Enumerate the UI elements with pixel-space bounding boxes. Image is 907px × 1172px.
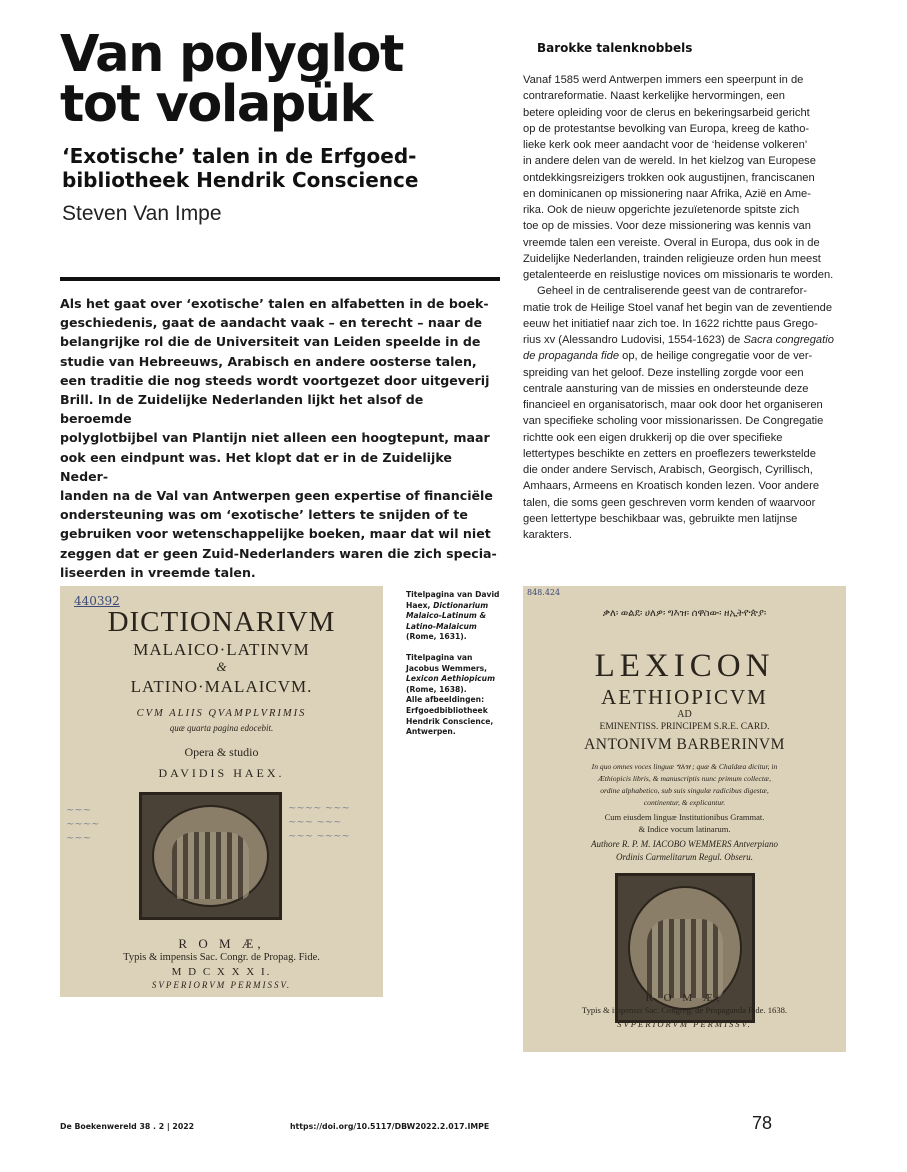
woodcut-emblem xyxy=(139,792,282,920)
section-heading: Barokke talenknobbels xyxy=(537,41,693,55)
plate-text: AD xyxy=(677,709,692,720)
plate-text: ANTONIVM BARBERINVM xyxy=(584,736,785,753)
lead-line: zeggen dat er geen Zuid-Nederlanders waren die zich specia- xyxy=(60,545,497,561)
title-line-1: Van polyglot xyxy=(60,25,403,84)
lead-line: belangrijke rol die de Universiteit van Leiden speelde in de xyxy=(60,334,481,350)
body-line: lieke kerk ook meer aandacht voor de ‘heidense volkeren’ xyxy=(523,139,808,151)
body-line: die onder andere Servisch, Arabisch, Georgisch, Cyrillisch, xyxy=(523,464,813,476)
caption-2 xyxy=(406,653,506,738)
body-line: getalenteerde en reislustige novices om missionaris te worden. xyxy=(523,269,834,281)
body-line: lettertypes beschikte en zetters en proeflezers tewerkstelde xyxy=(523,447,816,460)
lead-line: ook een eindpunt was. Het klopt dat er in de Zuidelijke Neder- xyxy=(60,449,452,484)
body-line: op de protestantse bevolking van Europa, kreeg de katho- xyxy=(523,122,810,135)
body-line: Vanaf 1585 werd Antwerpen immers een speerpunt in de xyxy=(523,74,804,86)
plate-text: LATINO·MALAICVM. xyxy=(130,677,313,696)
caption-text: (Rome, 1631). xyxy=(406,632,467,642)
plate-text: SVPERIORVM PERMISSV. xyxy=(617,1019,752,1029)
body-line: spreiding van het geloof. Deze instelling zorgde voor een xyxy=(523,366,804,379)
body-line: Zuidelijke Nederlanden, trainden religieuze orden hun meest xyxy=(523,252,821,265)
italic-title: Sacra congregatio xyxy=(743,334,834,346)
lead-line: landen na de Val van Antwerpen geen expertise of financiële xyxy=(60,488,493,504)
plate-text: M D C X X X I. xyxy=(171,966,272,978)
figure-caption xyxy=(406,590,506,738)
body-line: vreemde talen een vereiste. Overal in Europa, dus ook in de xyxy=(523,236,820,249)
body-line: rika. Ook de nieuw opgerichte jezuïetenorde spitste zich xyxy=(523,204,800,216)
shelfmark: 440392 xyxy=(74,594,120,608)
shelfmark: 848.424 xyxy=(527,588,561,597)
caption-credit: Alle afbeeldingen: Erfgoedbibliotheek Hendrik Conscience, Antwerpen. xyxy=(406,695,494,737)
plate-text: DICTIONARIVM xyxy=(107,606,336,638)
plate-text: Æthiopicis libris, & manuscriptis nunc primum collectæ, xyxy=(598,774,771,783)
article-subtitle xyxy=(62,144,502,192)
body-line: ontdekkingsreizigers trokken ook augustijnen, franciscanen xyxy=(523,171,815,184)
handwritten-note: ~~~ ~~~~ ~~~ xyxy=(66,805,100,844)
plate-text: ordine alphabetico, sub suis singulæ radicibus digestæ, xyxy=(600,786,769,795)
body-line: geen lettertype beschikbaar was, gebruikte men latijnse xyxy=(523,512,798,525)
plate-text: CVM ALIIS QVAMPLVRIMIS xyxy=(136,708,307,719)
body-line xyxy=(523,332,848,348)
lead-line: een traditie die nog steeds wordt voortgezet door uitgeverij xyxy=(60,372,490,388)
plate-text: SVPERIORVM PERMISSV. xyxy=(151,980,292,990)
plate-text: AETHIOPICVM xyxy=(601,685,768,709)
body-line: eeuw het initiatief naar zich toe. In 1622 richtte paus Grego- xyxy=(523,317,818,330)
paragraph-1 xyxy=(523,72,848,283)
body-line: en dominicanen op missionering naar Afrika, Azië en Ame- xyxy=(523,187,811,200)
plate-text: & Indice vocum latinarum. xyxy=(638,824,731,834)
plate-text: R O M Æ, xyxy=(178,936,265,951)
author-name: Steven Van Impe xyxy=(62,202,222,225)
body-line: karakters. xyxy=(523,529,572,541)
body-text: rius xv (Alessandro Ludovisi, 1554-1623) de xyxy=(523,334,744,346)
body-line: in andere delen van de wereld. In het kielzog van Europese xyxy=(523,155,816,168)
lead-line: geschiedenis, gaat de aandacht vaak – en terecht – naar de xyxy=(60,315,482,331)
body-line xyxy=(523,348,848,364)
title-line-2: tot volapük xyxy=(60,75,372,134)
body-line: Amhaars, Armeens en Kroatisch konden lezen. Voor andere xyxy=(523,480,820,493)
emblem-figures xyxy=(647,919,722,998)
plate-text: continentur, & explicantur. xyxy=(643,798,726,807)
body-line: Geheel in de centraliserende geest van de contrarefor- xyxy=(537,285,808,298)
journal-citation: De Boekenwereld 38 . 2 | 2022 xyxy=(60,1122,195,1131)
body-line: financieel en organisatorisch, maar ook door het organiseren xyxy=(523,399,823,411)
italic-title: de propaganda fide xyxy=(523,350,620,363)
handwritten-note: ~~~~ ~~~ ~~~ ~~~ ~~~ ~~~~ xyxy=(288,803,350,842)
lead-line: gebruiken voor wetenschappelijke boeken, maar dat wil niet xyxy=(60,526,491,542)
doi-link[interactable]: https://doi.org/10.5117/DBW2022.2.017.IMPE xyxy=(290,1122,490,1131)
plate-text: Authore R. P. M. IACOBO WEMMERS Antverpiano xyxy=(590,839,779,849)
plate-text: & xyxy=(216,659,227,674)
body-line: toe op de missies. Voor deze missionering was kennis van xyxy=(523,220,811,233)
body-line: betere opleiding voor de clerus en bekeringsarbeid gericht xyxy=(523,106,810,119)
plate-text: Typis & impensis Sac. Congr. de Propag. Fide. xyxy=(123,952,320,963)
lead-line: Brill. In de Zuidelijke Nederlanden lijkt het alsof de beroemde xyxy=(60,392,424,427)
plate-text: Cum eiusdem linguæ Institutionibus Grammat. xyxy=(604,812,765,822)
paragraph-2 xyxy=(523,283,848,543)
title-rule xyxy=(60,277,500,281)
body-line: richtte ook een eigen drukkerij op die over specifieke xyxy=(523,431,783,444)
plate-text: R O M Æ, xyxy=(645,992,724,1004)
plate-ethiopic-text: ቃለ፡ ወልደ፡ ሀለዎ፡ ግእዝ፡ ሰዋስው፡ ዘኢትዮጵያ፡ xyxy=(602,608,767,619)
lead-line: ondersteuning was om ‘exotische’ letters te snijden of te xyxy=(60,507,468,523)
plate-text: quæ quarta pagina edocebit. xyxy=(169,723,274,733)
lead-line: Als het gaat over ‘exotische’ talen en alfabetten in de boek- xyxy=(60,296,489,311)
caption-text: Titelpagina van David Haex, xyxy=(406,590,500,610)
title-page-image-haex xyxy=(60,586,383,997)
plate-text: MALAICO·LATINVM xyxy=(133,640,310,659)
lead-paragraph xyxy=(60,294,498,582)
plate-text: In quo omnes voces linguæ ግእዝ ; quæ & Chaldæa dicitur, in xyxy=(591,762,778,771)
body-line: contrareformatie. Naast kerkelijke hervormingen, een xyxy=(523,90,785,103)
body-column xyxy=(523,72,848,543)
subtitle-line-1: ‘Exotische’ talen in de Erfgoed- xyxy=(62,144,417,168)
body-line: matie trok de Heilige Stoel vanaf het begin van de zeventiende xyxy=(523,301,833,314)
caption-text: (Rome, 1638). xyxy=(406,684,467,694)
caption-1 xyxy=(406,590,506,643)
body-text: op, de heilige congregatie voor de ver- xyxy=(619,350,813,363)
body-line: van specifieke scholing voor missionarissen. De Congregatie xyxy=(523,415,824,428)
emblem-figures xyxy=(172,832,249,899)
plate-text: Typis & impensis Sac. Congreg. de Propaganda Fide. 1638. xyxy=(581,1005,788,1015)
plate-text: Opera & studio xyxy=(184,745,259,759)
subtitle-line-2: bibliotheek Hendrik Conscience xyxy=(62,168,419,192)
page-number: 78 xyxy=(752,1113,773,1133)
body-line: talen, die soms geen geschreven vorm kenden of waarvoor xyxy=(523,496,816,509)
lead-line: studie van Hebreeuws, Arabisch en andere oosterse talen, xyxy=(60,353,477,369)
plate-text: DAVIDIS HAEX. xyxy=(158,766,285,780)
lead-line: liseerden in vreemde talen. xyxy=(60,564,256,580)
caption-italic: Dictionarium Malaico-Latinum & Latino-Malaicum xyxy=(406,600,489,631)
article-title xyxy=(60,25,500,134)
lead-line: polyglotbijbel van Plantijn niet alleen een hoogtepunt, maar xyxy=(60,430,490,446)
plate-text: LEXICON xyxy=(594,648,775,684)
body-line: centrale aansturing van de missies en ondersteunde deze xyxy=(523,382,809,395)
title-page-image-wemmers xyxy=(523,586,846,1052)
caption-italic: Lexicon Aethiopicum xyxy=(406,674,496,684)
plate-text: EMINENTISS. PRINCIPEM S.R.E. CARD. xyxy=(599,722,770,732)
plate-text: Ordinis Carmelitarum Regul. Obseru. xyxy=(616,852,753,862)
caption-text: Titelpagina van Jacobus Wemmers, xyxy=(406,652,488,673)
